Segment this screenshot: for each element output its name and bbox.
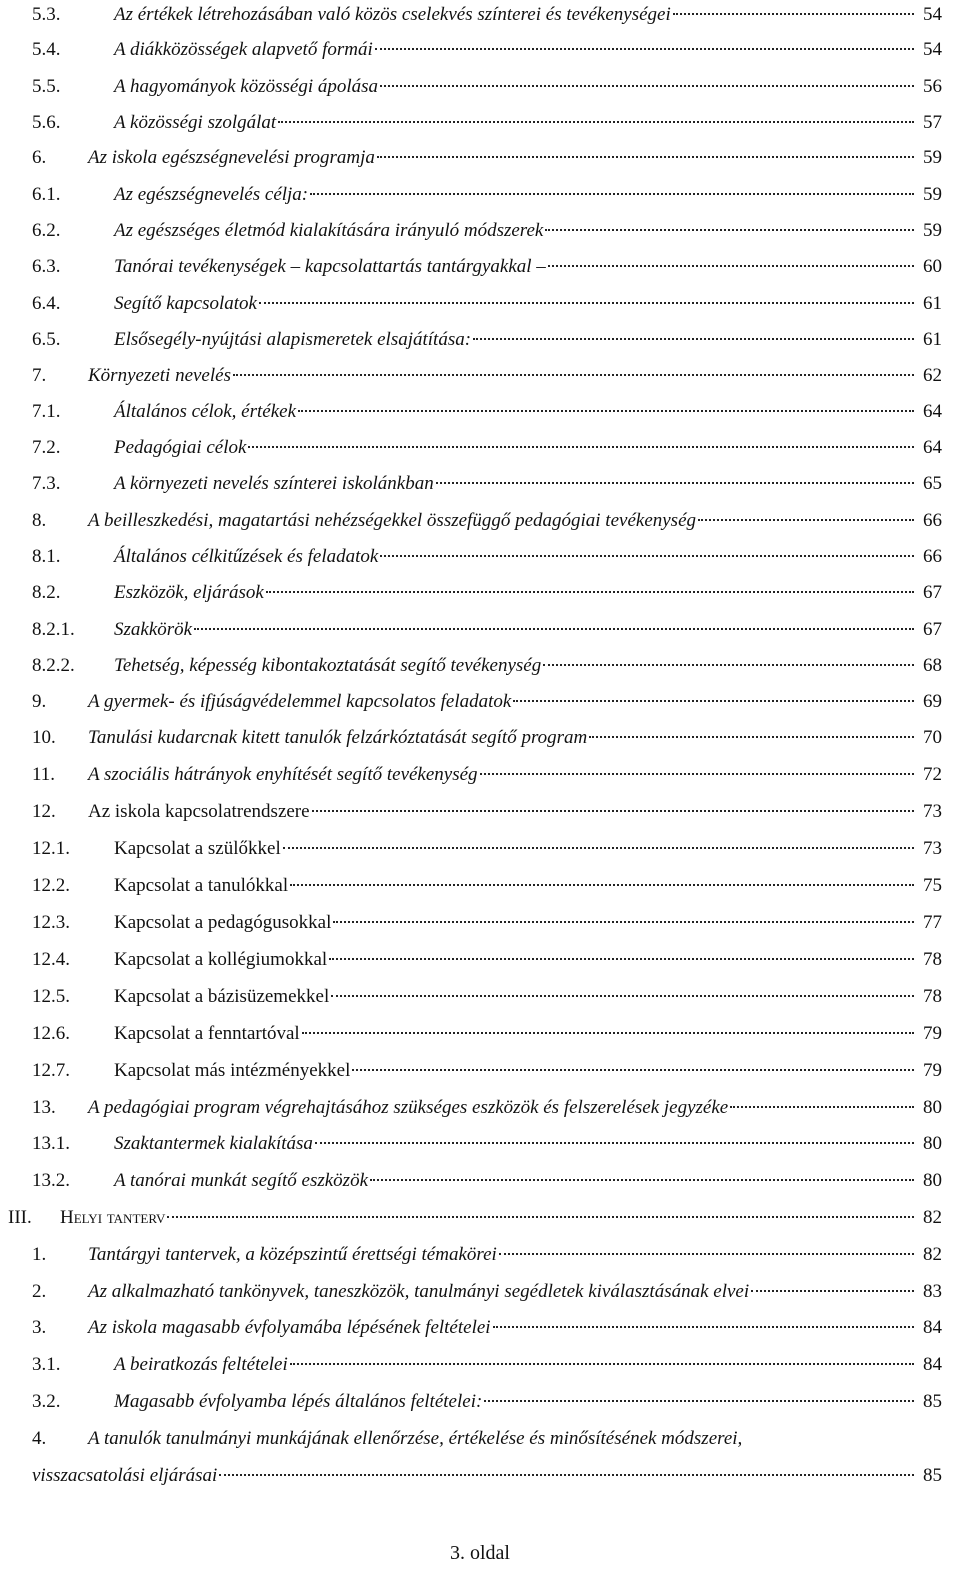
toc-entry[interactable]: [0, 1277, 960, 1307]
toc-entry-page: 72: [923, 764, 942, 785]
toc-entry-page: 65: [923, 473, 942, 494]
toc-entry[interactable]: [0, 1424, 960, 1454]
toc-entry-title: Az alkalmazható tankönyvek, taneszközök, tanulmányi segédletek kiválasztásának elvei: [88, 1281, 750, 1302]
toc-entry-number: 8.1.: [32, 546, 61, 567]
toc-entry[interactable]: [0, 1166, 960, 1196]
toc-entry-title: Kapcsolat más intézményekkel: [114, 1060, 351, 1081]
toc-entry[interactable]: [0, 252, 960, 282]
dot-leader: [548, 265, 914, 267]
toc-entry-page: 59: [923, 147, 942, 168]
toc-entry[interactable]: [0, 469, 960, 499]
toc-entry-number: 10.: [32, 727, 56, 748]
toc-entry-page: 67: [923, 582, 942, 603]
toc-entry-page: 80: [923, 1097, 942, 1118]
dot-leader: [310, 193, 914, 195]
dot-leader: [278, 121, 914, 123]
toc-entry-title: Szaktantermek kialakítása: [114, 1133, 313, 1154]
toc-entry-title: Elsősegély-nyújtási alapismeretek elsajátítása:: [114, 329, 472, 350]
dot-leader: [266, 591, 914, 593]
dot-leader: [513, 700, 914, 702]
toc-entry-number: 7.1.: [32, 401, 61, 422]
toc-entry[interactable]: [0, 687, 960, 717]
toc-entry[interactable]: [0, 35, 960, 65]
dot-leader: [375, 48, 914, 50]
toc-entry-page: 82: [923, 1244, 942, 1265]
toc-entry-page: 73: [923, 801, 942, 822]
toc-entry[interactable]: [0, 1387, 960, 1417]
toc-entry-number: 12.: [32, 801, 56, 822]
dot-leader: [333, 921, 914, 923]
toc-entry-title: Magasabb évfolyamba lépés általános feltételei:: [114, 1391, 483, 1412]
dot-leader: [473, 338, 914, 340]
toc-entry-title: visszacsatolási eljárásai: [32, 1465, 218, 1486]
toc-entry-number: 4.: [32, 1428, 47, 1449]
toc-entry-number: 12.5.: [32, 986, 70, 1007]
toc-entry-number: 12.7.: [32, 1060, 70, 1081]
toc-entry-number: 12.2.: [32, 875, 70, 896]
dot-leader: [233, 374, 914, 376]
toc-entry-page: 78: [923, 986, 942, 1007]
toc-entry-page: 79: [923, 1023, 942, 1044]
toc-entry-number: 8.: [32, 510, 47, 531]
toc-entry-page: 75: [923, 875, 942, 896]
dot-leader: [370, 1179, 914, 1181]
toc-entry[interactable]: [0, 578, 960, 608]
toc-entry-page: 59: [923, 220, 942, 241]
toc-entry-number: 13.2.: [32, 1170, 70, 1191]
page-number-label: 3. oldal: [450, 1542, 510, 1564]
toc-entry-title: Kapcsolat a tanulókkal: [114, 875, 289, 896]
toc-entry[interactable]: [0, 1240, 960, 1270]
dot-leader: [259, 302, 914, 304]
toc-entry-number: 5.5.: [32, 76, 61, 97]
toc-entry[interactable]: [0, 108, 960, 138]
toc-entry-number: 6.3.: [32, 256, 61, 277]
toc-entry-number: 5.6.: [32, 112, 61, 133]
toc-entry[interactable]: [0, 834, 960, 864]
toc-entry-page: 68: [923, 655, 942, 676]
dot-leader: [219, 1474, 914, 1476]
toc-entry-page: 73: [923, 838, 942, 859]
toc-entry-title: Az iskola kapcsolatrendszere: [88, 801, 310, 822]
toc-entry-page: 78: [923, 949, 942, 970]
toc-entry-page: 62: [923, 365, 942, 386]
dot-leader: [589, 736, 914, 738]
toc-entry-page: 57: [923, 112, 942, 133]
toc-entry-number: 9.: [32, 691, 47, 712]
toc-entry-number: III.: [8, 1207, 32, 1228]
toc-entry-title: Kapcsolat a pedagógusokkal: [114, 912, 332, 933]
toc-entry-title: A hagyományok közösségi ápolása: [114, 76, 379, 97]
toc-entry[interactable]: [0, 542, 960, 572]
toc-entry-title: Tanórai tevékenységek – kapcsolattartás tantárgyakkal –: [114, 256, 546, 277]
toc-entry[interactable]: [0, 216, 960, 246]
toc-entry[interactable]: [0, 325, 960, 355]
toc-entry-page: 66: [923, 510, 942, 531]
toc-entry-page: 84: [923, 1317, 942, 1338]
toc-entry[interactable]: [0, 1313, 960, 1343]
toc-entry-number: 5.3.: [32, 4, 61, 25]
toc-entry-title: A tanulók tanulmányi munkájának ellenőrzése, értékelése és minősítésének módszerei,: [88, 1428, 743, 1449]
toc-entry-page: 61: [923, 293, 942, 314]
toc-entry-title: Az egészségnevelés célja:: [114, 184, 309, 205]
toc-entry-title: A környezeti nevelés színterei iskolánkban: [114, 473, 434, 494]
toc-entry-number: 7.2.: [32, 437, 61, 458]
toc-entry-number: 6.5.: [32, 329, 61, 350]
toc-entry-page: 67: [923, 619, 942, 640]
toc-entry-number: 12.6.: [32, 1023, 70, 1044]
dot-leader: [673, 13, 914, 15]
toc-entry-title: A tanórai munkát segítő eszközök: [114, 1170, 369, 1191]
dot-leader: [493, 1326, 914, 1328]
dot-leader: [283, 847, 914, 849]
toc-entry[interactable]: [0, 871, 960, 901]
dot-leader: [298, 410, 914, 412]
toc-entry-number: 3.: [32, 1317, 47, 1338]
toc-entry-title: Pedagógiai célok: [114, 437, 247, 458]
toc-entry[interactable]: [0, 361, 960, 391]
toc-entry[interactable]: [0, 72, 960, 102]
toc-entry-number: 2.: [32, 1281, 47, 1302]
toc-entry-page: 77: [923, 912, 942, 933]
toc-entry-page: 54: [923, 39, 942, 60]
dot-leader: [290, 1363, 914, 1365]
dot-leader: [436, 482, 914, 484]
toc-entry[interactable]: [0, 289, 960, 319]
toc-entry-title: Az iskola magasabb évfolyamába lépésének feltételei: [88, 1317, 491, 1338]
dot-leader: [730, 1106, 914, 1108]
toc-entry[interactable]: [0, 0, 960, 30]
toc-entry-number: 5.4.: [32, 39, 61, 60]
toc-entry[interactable]: [0, 1129, 960, 1159]
dot-leader: [499, 1253, 914, 1255]
dot-leader: [377, 156, 914, 158]
toc-entry-number: 12.3.: [32, 912, 70, 933]
toc-entry-title: Általános célok, értékek: [114, 401, 297, 422]
toc-entry-title: Helyi tanterv: [60, 1207, 166, 1228]
toc-entry-title: A közösségi szolgálat: [114, 112, 277, 133]
dot-leader: [698, 519, 914, 521]
toc-entry-number: 6.1.: [32, 184, 61, 205]
dot-leader: [380, 85, 914, 87]
dot-leader: [248, 446, 914, 448]
toc-entry-title: Kapcsolat a bázisüzemekkel: [114, 986, 330, 1007]
toc-entry[interactable]: [0, 1350, 960, 1380]
toc-entry-title: Környezeti nevelés: [88, 365, 231, 386]
dot-leader: [545, 229, 914, 231]
toc-entry-page: 59: [923, 184, 942, 205]
dot-leader: [480, 773, 914, 775]
toc-entry-title: Tantárgyi tantervek, a középszintű érettségi témakörei: [88, 1244, 497, 1265]
toc-entry[interactable]: [0, 506, 960, 536]
dot-leader: [167, 1216, 914, 1218]
toc-entry-title: Segítő kapcsolatok: [114, 293, 257, 314]
toc-entry-number: 6.2.: [32, 220, 61, 241]
toc-entry[interactable]: [0, 760, 960, 790]
toc-entry-number: 3.1.: [32, 1354, 61, 1375]
toc-entry[interactable]: [0, 615, 960, 645]
toc-entry-title: Kapcsolat a szülőkkel: [114, 838, 281, 859]
dot-leader: [290, 884, 914, 886]
toc-entry[interactable]: [0, 1056, 960, 1086]
toc-entry-page: 66: [923, 546, 942, 567]
toc-entry-title: Az értékek létrehozásában való közös cselekvés színterei és tevékenységei: [114, 4, 671, 25]
dot-leader: [543, 664, 914, 666]
toc-entry-number: 8.2.: [32, 582, 61, 603]
toc-entry-title: A beilleszkedési, magatartási nehézségekkel összefüggő pedagógiai tevékenység: [88, 510, 697, 531]
toc-entry-title: Az iskola egészségnevelési programja: [88, 147, 375, 168]
toc-entry-number: 7.: [32, 365, 47, 386]
dot-leader: [331, 995, 914, 997]
dot-leader: [484, 1400, 914, 1402]
dot-leader: [312, 810, 914, 812]
toc-entry-number: 13.1.: [32, 1133, 70, 1154]
toc-entry-page: 69: [923, 691, 942, 712]
toc-entry-page: 61: [923, 329, 942, 350]
toc-entry-title: A szociális hátrányok enyhítését segítő tevékenység: [88, 764, 478, 785]
toc-entry[interactable]: [0, 1093, 960, 1123]
dot-leader: [329, 958, 914, 960]
dot-leader: [302, 1032, 914, 1034]
toc-entry-title: Általános célkitűzések és feladatok: [114, 546, 379, 567]
toc-entry-number: 8.2.2.: [32, 655, 75, 676]
toc-entry-title: Kapcsolat a fenntartóval: [114, 1023, 300, 1044]
toc-entry-page: 54: [923, 4, 942, 25]
toc-entry-page: 64: [923, 401, 942, 422]
toc-entry-title: Az egészséges életmód kialakítására irányuló módszerek: [114, 220, 544, 241]
toc-entry[interactable]: [0, 723, 960, 753]
toc-entry-title: A beiratkozás feltételei: [114, 1354, 288, 1375]
toc-entry-title: Szakkörök: [114, 619, 193, 640]
toc-entry[interactable]: [0, 982, 960, 1012]
toc-entry-page: 85: [923, 1465, 942, 1486]
dot-leader: [380, 555, 914, 557]
dot-leader: [315, 1142, 914, 1144]
toc-entry-page: 79: [923, 1060, 942, 1081]
toc-entry-number: 7.3.: [32, 473, 61, 494]
toc-entry-page: 64: [923, 437, 942, 458]
dot-leader: [352, 1069, 914, 1071]
toc-entry-page: 60: [923, 256, 942, 277]
toc-entry[interactable]: [0, 908, 960, 938]
toc-entry-number: 12.4.: [32, 949, 70, 970]
toc-entry-title: Kapcsolat a kollégiumokkal: [114, 949, 328, 970]
toc-entry[interactable]: [0, 143, 960, 173]
toc-entry[interactable]: [0, 797, 960, 827]
toc-entry-title: Tanulási kudarcnak kitett tanulók felzárkóztatását segítő program: [88, 727, 588, 748]
toc-entry-number: 1.: [32, 1244, 47, 1265]
toc-entry[interactable]: [0, 180, 960, 210]
toc-entry-page: 80: [923, 1170, 942, 1191]
toc-entry-number: 8.2.1.: [32, 619, 75, 640]
toc-entry-page: 56: [923, 76, 942, 97]
toc-entry-title: A diákközösségek alapvető formái: [114, 39, 373, 60]
toc-entry-number: 12.1.: [32, 838, 70, 859]
toc-entry[interactable]: [0, 945, 960, 975]
toc-entry-title: Eszközök, eljárások: [114, 582, 264, 603]
toc-entry-page: 82: [923, 1207, 942, 1228]
toc-entry-page: 84: [923, 1354, 942, 1375]
dot-leader: [751, 1290, 914, 1292]
toc-entry-page: 83: [923, 1281, 942, 1302]
dot-leader: [194, 628, 914, 630]
toc-entry-page: 70: [923, 727, 942, 748]
toc-entry[interactable]: [0, 1019, 960, 1049]
toc-entry-page: 80: [923, 1133, 942, 1154]
toc-entry-title: Tehetség, képesség kibontakoztatását segítő tevékenység: [114, 655, 542, 676]
toc-entry-title: A gyermek- és ifjúságvédelemmel kapcsolatos feladatok: [88, 691, 512, 712]
toc-entry[interactable]: [0, 397, 960, 427]
toc-entry-number: 3.2.: [32, 1391, 61, 1412]
toc-entry-number: 6.: [32, 147, 47, 168]
toc-entry[interactable]: [0, 651, 960, 681]
toc-entry-number: 11.: [32, 764, 56, 785]
toc-entry-number: 6.4.: [32, 293, 61, 314]
toc-entry[interactable]: [0, 1203, 960, 1233]
toc-entry[interactable]: [0, 1461, 960, 1491]
toc-entry[interactable]: [0, 433, 960, 463]
toc-entry-title: A pedagógiai program végrehajtásához szükséges eszközök és felszerelések jegyzéke: [88, 1097, 729, 1118]
page-footer: [0, 1542, 960, 1565]
toc-entry-page: 85: [923, 1391, 942, 1412]
toc-entry-number: 13.: [32, 1097, 56, 1118]
